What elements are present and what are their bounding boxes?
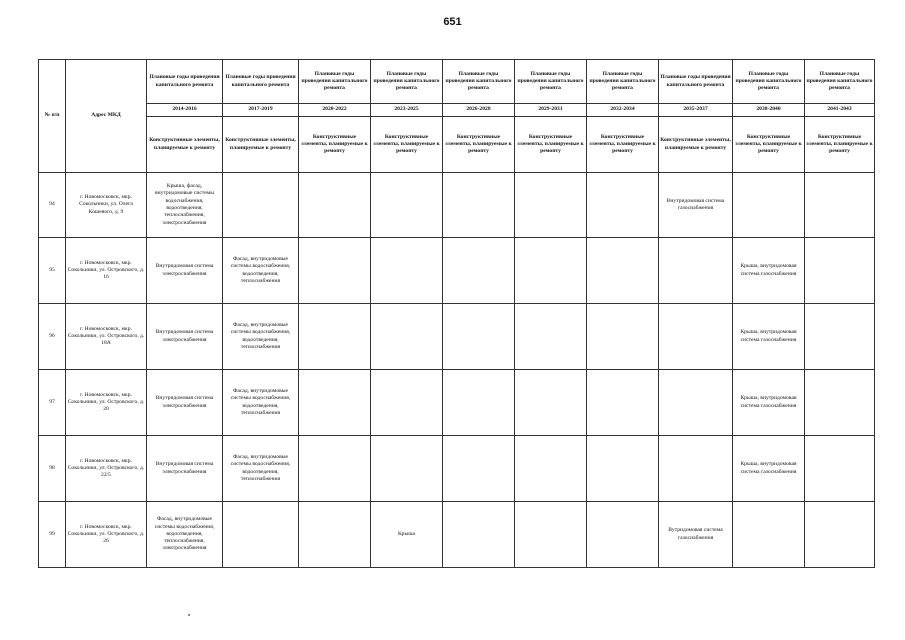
repair-elements-cell: Внутридомовая система электроснабжения xyxy=(147,370,223,436)
repair-elements-cell xyxy=(299,502,371,568)
period-title-header: Плановые годы проведения капитального ремонта xyxy=(659,60,733,104)
repair-elements-cell xyxy=(805,173,875,238)
repair-elements-cell xyxy=(371,173,443,238)
repair-elements-cell xyxy=(515,304,587,370)
period-title-header: Плановые годы проведения капитального ремонта xyxy=(371,60,443,104)
scan-speck xyxy=(188,614,190,616)
repair-elements-cell xyxy=(733,173,805,238)
repair-elements-cell xyxy=(805,436,875,502)
repair-elements-cell xyxy=(299,370,371,436)
repair-elements-cell xyxy=(805,238,875,304)
table-row xyxy=(39,238,875,304)
row-address: г. Новомосковск, мкр. Сокольники, ул. Островского, д. 16 xyxy=(66,238,147,304)
header-row-titles xyxy=(39,60,875,104)
table-row xyxy=(39,502,875,568)
repair-elements-cell xyxy=(659,370,733,436)
repair-elements-cell: Крыша, внутридомовая система газоснабжения xyxy=(733,436,805,502)
repair-elements-cell: Фасад, внутридомовые системы водоснабжения, водоотведения, теплоснабжения xyxy=(223,238,299,304)
repair-elements-cell xyxy=(587,502,659,568)
repair-elements-cell: Крыша, внутридомовая система газоснабжения xyxy=(733,304,805,370)
period-years-header: 2032-2034 xyxy=(587,104,659,117)
period-years-header: 2023-2025 xyxy=(371,104,443,117)
repair-elements-cell: Фасад, внутридомовые системы водоснабжения, водоотведения, теплоснабжения, электроснабжения xyxy=(147,502,223,568)
num-column-header: № п/п xyxy=(39,60,66,173)
repair-elements-cell: Внутридомовая система электроснабжения xyxy=(147,436,223,502)
table-row xyxy=(39,304,875,370)
repair-elements-cell xyxy=(733,502,805,568)
period-years-header: 2029-2031 xyxy=(515,104,587,117)
repair-elements-cell: Фасад, внутридомовые системы водоснабжения, водоотведения, теплоснабжения xyxy=(223,370,299,436)
repair-elements-cell xyxy=(659,304,733,370)
table-row xyxy=(39,370,875,436)
period-years-header: 2017-2019 xyxy=(223,104,299,117)
period-elements-header: Конструктивные элементы, планируемые к ремонту xyxy=(587,117,659,173)
period-elements-header: Конструктивные элементы, планируемые к ремонту xyxy=(805,117,875,173)
repair-elements-cell xyxy=(659,436,733,502)
row-number: 94 xyxy=(39,173,66,238)
repair-elements-cell xyxy=(587,370,659,436)
repair-elements-cell: Крыша, внутридомовая система газоснабжения xyxy=(733,238,805,304)
period-elements-header: Конструктивные элементы, планируемые к ремонту xyxy=(299,117,371,173)
period-elements-header: Конструктивные элементы, планируемые к ремонту xyxy=(443,117,515,173)
repair-elements-cell xyxy=(223,173,299,238)
period-years-header: 2014-2016 xyxy=(147,104,223,117)
repair-elements-cell xyxy=(371,370,443,436)
repair-elements-cell xyxy=(443,173,515,238)
repair-elements-cell xyxy=(443,238,515,304)
period-years-header: 2035-2037 xyxy=(659,104,733,117)
row-address: г. Новомосковск, мкр. Сокольники, ул. Островского, д. 18А xyxy=(66,304,147,370)
repair-elements-cell xyxy=(371,238,443,304)
repair-elements-cell xyxy=(587,238,659,304)
period-elements-header: Конструктивные элементы, планируемые к ремонту xyxy=(733,117,805,173)
repair-elements-cell xyxy=(659,238,733,304)
repair-elements-cell xyxy=(515,173,587,238)
period-title-header: Плановые годы проведения капитального ремонта xyxy=(299,60,371,104)
repair-elements-cell: Внутридомовая система газоснабжения xyxy=(659,173,733,238)
row-address: г. Новомосковск, мкр. Сокольники, ул. Островского, д. 22/5 xyxy=(66,436,147,502)
row-number: 95 xyxy=(39,238,66,304)
capital-repair-table xyxy=(38,59,875,568)
repair-elements-cell: Крыша, фасад, внутридомовые системы водоснабжения, водоотведения, теплоснабжения, электроснабжения xyxy=(147,173,223,238)
repair-elements-cell xyxy=(587,173,659,238)
repair-elements-cell: Внутридомовая система электроснабжения xyxy=(147,304,223,370)
repair-elements-cell: Вутридомовая система газоснабжения xyxy=(659,502,733,568)
period-title-header: Плановые годы проведения капитального ремонта xyxy=(147,60,223,104)
address-column-header: Адрес МКД xyxy=(66,60,147,173)
period-title-header: Плановые годы проведения капитального ремонта xyxy=(805,60,875,104)
period-years-header: 2041-2043 xyxy=(805,104,875,117)
header-row-elements xyxy=(39,117,875,173)
period-elements-header: Конструктивные элементы, планируемые к ремонту xyxy=(223,117,299,173)
period-title-header: Плановые годы проведения капитального ремонта xyxy=(443,60,515,104)
row-number: 99 xyxy=(39,502,66,568)
repair-elements-cell xyxy=(515,436,587,502)
row-number: 96 xyxy=(39,304,66,370)
repair-elements-cell xyxy=(299,436,371,502)
repair-elements-cell: Фасад, внутридомовые системы водоснабжения, водоотведения, теплоснабжения xyxy=(223,436,299,502)
repair-elements-cell: Фасад, внутридомовые системы водоснабжения, водоотведения, теплоснабжения xyxy=(223,304,299,370)
repair-elements-cell xyxy=(371,304,443,370)
row-address: г. Новомосковск, мкр. Сокольники, ул. Островского, д. 26 xyxy=(66,502,147,568)
repair-elements-cell xyxy=(443,304,515,370)
period-title-header: Плановые годы проведения капитального ремонта xyxy=(223,60,299,104)
repair-elements-cell xyxy=(299,173,371,238)
repair-elements-cell xyxy=(443,370,515,436)
repair-elements-cell xyxy=(587,304,659,370)
period-years-header: 2020-2022 xyxy=(299,104,371,117)
period-title-header: Плановые годы проведения капитального ремонта xyxy=(587,60,659,104)
period-years-header: 2038-2040 xyxy=(733,104,805,117)
period-years-header: 2026-2028 xyxy=(443,104,515,117)
repair-elements-cell xyxy=(371,436,443,502)
repair-elements-cell: Внутридомовая система электроснабжения xyxy=(147,238,223,304)
repair-elements-cell: Крыша xyxy=(371,502,443,568)
repair-elements-cell xyxy=(805,502,875,568)
period-elements-header: Конструктивные элементы, планируемые к ремонту xyxy=(659,117,733,173)
repair-elements-cell xyxy=(299,238,371,304)
table-row xyxy=(39,173,875,238)
period-elements-header: Конструктивные элементы, планируемые к ремонту xyxy=(147,117,223,173)
repair-elements-cell xyxy=(515,502,587,568)
repair-elements-cell xyxy=(299,304,371,370)
period-elements-header: Конструктивные элементы, планируемые к ремонту xyxy=(371,117,443,173)
repair-elements-cell xyxy=(223,502,299,568)
period-title-header: Плановые годы проведения капитального ремонта xyxy=(515,60,587,104)
table-row xyxy=(39,436,875,502)
repair-elements-cell xyxy=(805,370,875,436)
repair-elements-cell xyxy=(443,436,515,502)
row-number: 97 xyxy=(39,370,66,436)
repair-elements-cell xyxy=(587,436,659,502)
row-address: г. Новомосковск, мкр. Сокольники, ул. Олега Кошевого, д. 9 xyxy=(66,173,147,238)
period-title-header: Плановые годы проведения капитального ремонта xyxy=(733,60,805,104)
repair-elements-cell xyxy=(805,304,875,370)
repair-elements-cell xyxy=(515,238,587,304)
row-address: г. Новомосковск, мкр. Сокольники, ул. Островского, д. 20 xyxy=(66,370,147,436)
period-elements-header: Конструктивные элементы, планируемые к ремонту xyxy=(515,117,587,173)
repair-elements-cell xyxy=(443,502,515,568)
header-row-years xyxy=(39,104,875,117)
repair-elements-cell: Крыша, внутридомовая система газоснабжения xyxy=(733,370,805,436)
repair-elements-cell xyxy=(515,370,587,436)
row-number: 98 xyxy=(39,436,66,502)
page-number: 651 xyxy=(443,16,462,28)
